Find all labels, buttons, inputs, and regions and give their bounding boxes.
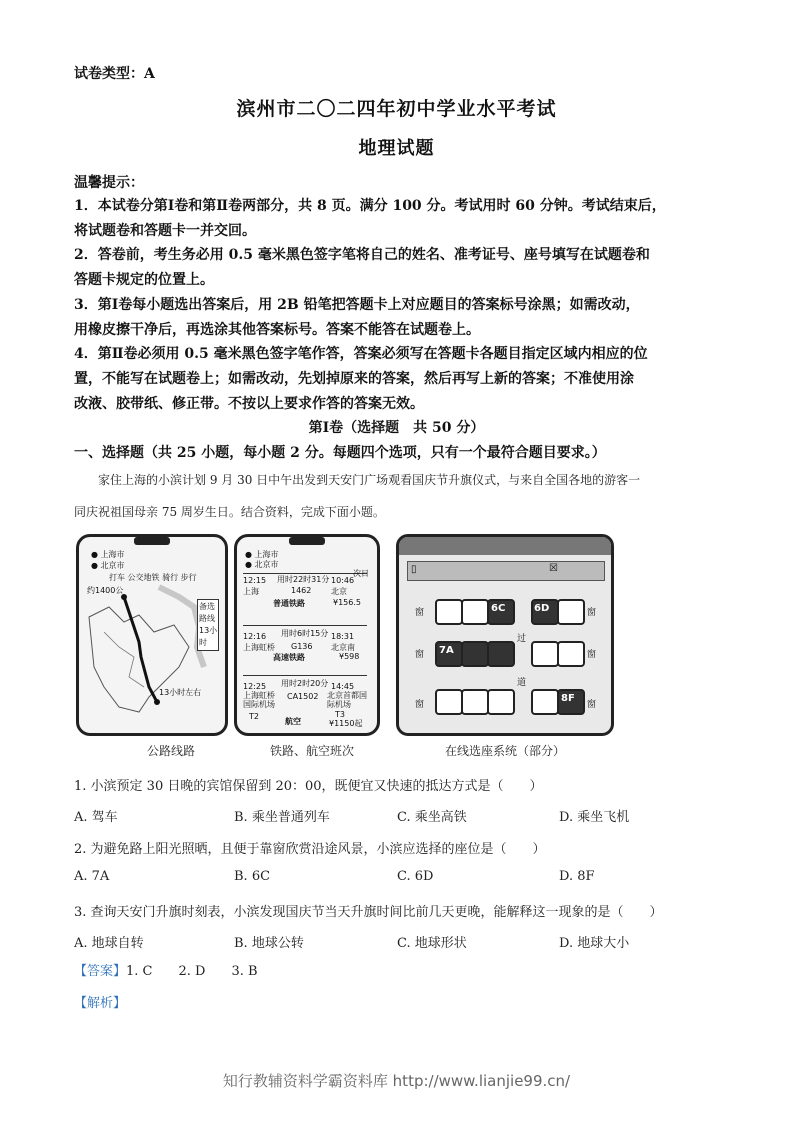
- caption-road: 公路线路: [146, 744, 195, 758]
- section-heading: 第Ⅰ卷（选择题 共 50 分）: [308, 420, 485, 436]
- road-to: ● 北京市: [91, 561, 125, 570]
- q3-option-b[interactable]: B. 地球公转: [234, 936, 304, 951]
- aisle-label: 过: [517, 634, 527, 644]
- question-3-stem: 3. 查询天安门升旗时刻表，小滨发现国庆节当天升旗时间比前几天更晚，能解释这一现象的是（ ）: [74, 905, 663, 920]
- seat-6c-label: 6C: [491, 603, 506, 614]
- row1-window-left: 窗: [415, 608, 425, 618]
- note-4-line1: 4．第Ⅱ卷必须用 0.5 毫米黑色签字笔作答，答案必须写在答题卡各题目指定区域内相应的位: [74, 346, 648, 362]
- seat[interactable]: [557, 641, 585, 667]
- analysis-tag: 【解析】: [74, 996, 127, 1011]
- note-4-line3: 改液、胶带纸、修正带。不按以上要求作答的答案无效。: [74, 396, 424, 412]
- q2-option-a[interactable]: A. 7A: [74, 869, 110, 884]
- notes-heading: 温馨提示：: [74, 175, 144, 191]
- road-distance: 约1400公: [87, 586, 124, 595]
- intro-line1: 家住上海的小滨计划 9 月 30 日中午出发到天安门广场观看国庆节升旗仪式，与来自全国各地的游客一: [98, 473, 641, 487]
- flight-row[interactable]: 12:25 用时2时20分 14:45 上海虹桥国际机场 CA1502 北京首都国际机场 T2 T3 航空 ¥1150起: [243, 675, 367, 728]
- answer-line: [74, 960, 258, 979]
- note-3: [74, 293, 724, 343]
- schedule-to: ● 北京市: [245, 560, 279, 569]
- answer-values: 1. C 2. D 3. B: [126, 964, 258, 979]
- q3-option-c[interactable]: C. 地球形状: [397, 936, 467, 951]
- seat[interactable]: [435, 599, 463, 625]
- seat[interactable]: [557, 599, 585, 625]
- note-1-line2: 将试题卷和答题卡一并交回。: [74, 223, 256, 239]
- seat-6d-label: 6D: [534, 603, 550, 614]
- seat-8f-label: 8F: [561, 693, 575, 704]
- q1-option-c[interactable]: C. 乘坐高铁: [397, 810, 467, 825]
- train-row-2[interactable]: 12:16 用时6时15分 18:31 上海虹桥 G136 北京南 高速铁路 ¥598: [243, 625, 367, 672]
- schedule-from: ● 上海市: [245, 550, 279, 559]
- caption-seats: 在线选座系统（部分）: [444, 744, 565, 758]
- road-map-phone: [76, 534, 228, 736]
- seat[interactable]: [487, 689, 515, 715]
- row3-window-right: 窗: [587, 700, 597, 710]
- note-3-line2: 用橡皮擦干净后，再选涂其他答案标号。答案不能答在试题卷上。: [74, 322, 480, 338]
- q1-option-d[interactable]: D. 乘坐飞机: [559, 810, 630, 825]
- note-2-line2: 答题卡规定的位置上。: [74, 272, 214, 288]
- note-4: [74, 342, 724, 417]
- paper-type: 试卷类型：A: [74, 66, 155, 82]
- note-3-line1: 3．第Ⅰ卷每小题选出答案后，用 2B 铅笔把答题卡上对应题目的答案标号涂黑；如需改动，: [74, 297, 640, 313]
- seat-close-icon[interactable]: ☒: [549, 563, 558, 574]
- question-2-stem: 2. 为避免路上阳光照晒，且便于靠窗欣赏沿途风景，小滨应选择的座位是（ ）: [74, 842, 546, 857]
- train-row-1[interactable]: 12:15 用时22时31分 10:46 次日 上海 1462 北京 普通铁路 ¥156.5: [243, 573, 367, 622]
- question-1-stem: 1. 小滨预定 30 日晚的宾馆保留到 20：00，既便宜又快速的抵达方式是（ ）: [74, 779, 543, 794]
- row2-window-right: 窗: [587, 650, 597, 660]
- exam-title: 滨州市二〇二四年初中学业水平考试: [236, 98, 557, 120]
- note-1-line1: 1．本试卷分第Ⅰ卷和第Ⅱ卷两部分，共 8 页。满分 100 分。考试用时 60 分钟。考试结束后，: [74, 198, 666, 214]
- seat-selection-panel: [396, 534, 614, 736]
- seat[interactable]: [487, 641, 515, 667]
- footer-watermark: 知行教辅资料学霸资料库 http://www.lianjie99.cn/: [222, 1072, 571, 1090]
- seat-7a-label: 7A: [439, 645, 454, 656]
- q2-option-c[interactable]: C. 6D: [397, 869, 434, 884]
- caption-schedule: 铁路、航空班次: [269, 744, 354, 758]
- q3-option-a[interactable]: A. 地球自转: [74, 936, 144, 951]
- answer-tag: 【答案】: [74, 964, 127, 979]
- note-4-line2: 置，不能写在试题卷上；如需改动，先划掉原来的答案，然后再写上新的答案；不准使用涂: [74, 371, 634, 387]
- road-eta: 13小时左右: [159, 688, 202, 697]
- aisle-label-2: 道: [517, 678, 527, 688]
- q1-option-a[interactable]: A. 驾车: [74, 810, 118, 825]
- note-2-line1: 2．答卷前，考生务必用 0.5 毫米黑色签字笔将自己的姓名、准考证号、座号填写在试题卷和: [74, 247, 650, 263]
- q2-option-d[interactable]: D. 8F: [559, 869, 595, 884]
- note-2: [74, 243, 724, 293]
- note-1: [74, 194, 724, 244]
- q2-option-b[interactable]: B. 6C: [234, 869, 271, 884]
- seat-top-icon: ▯: [411, 564, 417, 575]
- schedule-phone: [234, 534, 380, 736]
- seat[interactable]: [531, 689, 559, 715]
- section-title: 一、选择题（共 25 小题，每小题 2 分。每题四个选项，只有一个最符合题目要求。）: [74, 445, 606, 461]
- seat[interactable]: [461, 641, 489, 667]
- seat[interactable]: [461, 599, 489, 625]
- row2-window-left: 窗: [415, 650, 425, 660]
- row3-window-left: 窗: [415, 700, 425, 710]
- q3-option-d[interactable]: D. 地球大小: [559, 936, 630, 951]
- road-side-box[interactable]: 备选 路线 13小 时: [197, 599, 219, 651]
- seat[interactable]: [531, 641, 559, 667]
- road-from: ● 上海市: [91, 550, 125, 559]
- intro-line2: 同庆祝祖国母亲 75 周岁生日。结合资料，完成下面小题。: [74, 505, 385, 519]
- exam-subtitle: 地理试题: [358, 138, 435, 159]
- seat[interactable]: [435, 689, 463, 715]
- seat[interactable]: [461, 689, 489, 715]
- q1-option-b[interactable]: B. 乘坐普通列车: [234, 810, 330, 825]
- row1-window-right: 窗: [587, 608, 597, 618]
- road-modes: 打车 公交地铁 骑行 步行: [109, 573, 197, 582]
